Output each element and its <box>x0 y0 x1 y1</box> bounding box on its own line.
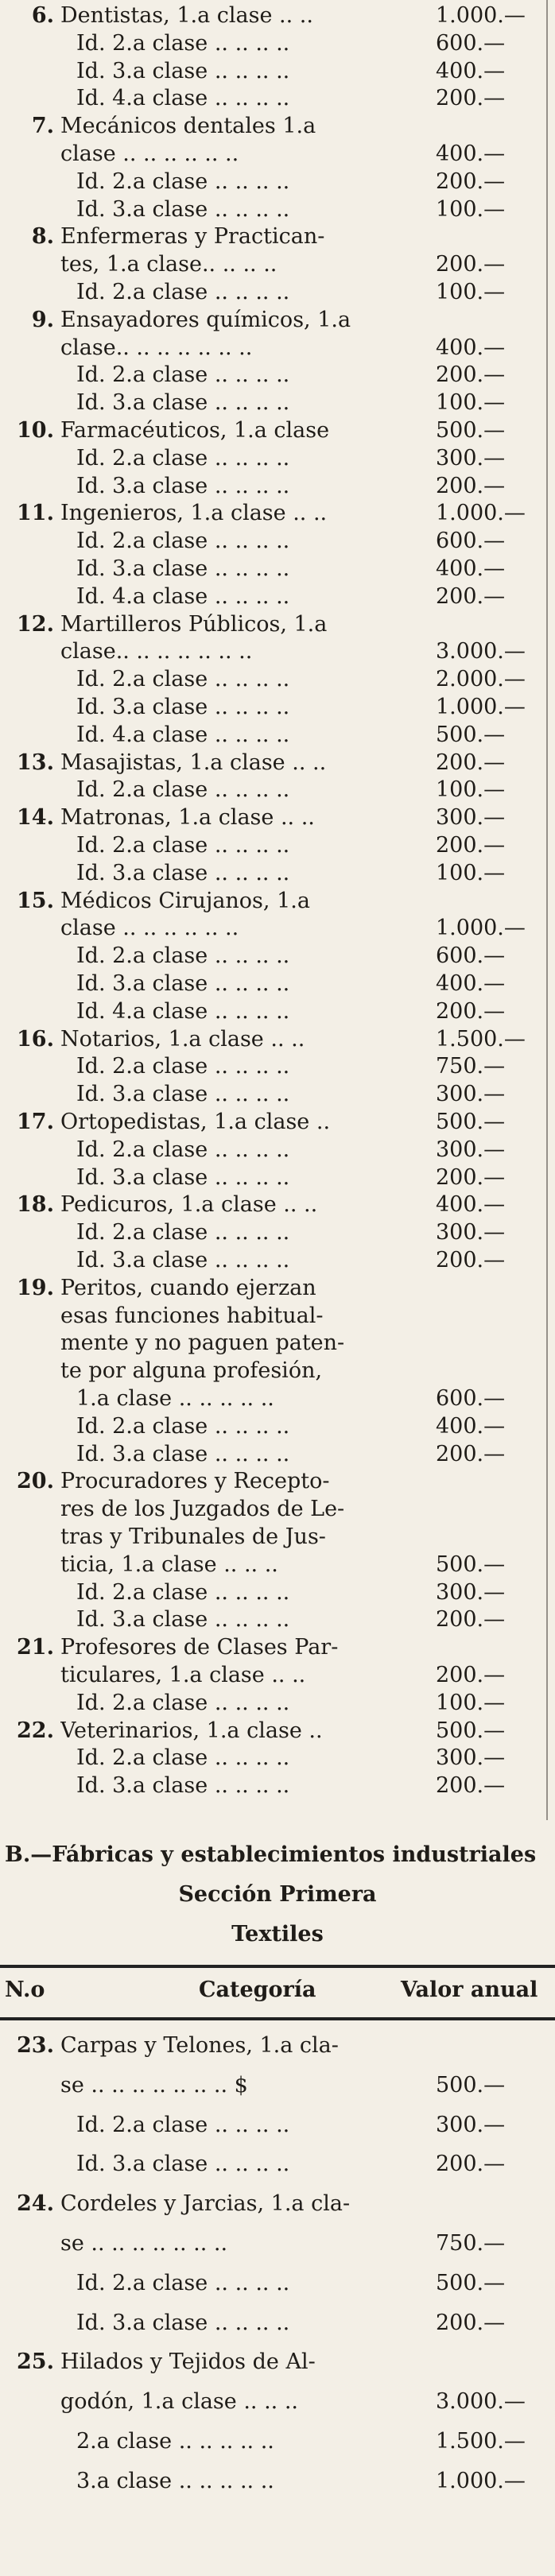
item-description: Id. 2.a clase .. .. .. .. <box>76 943 290 969</box>
item-description: Hilados y Tejidos de Al- <box>60 2349 316 2375</box>
item-description: Id. 3.a clase .. .. .. .. <box>76 473 290 498</box>
table-row <box>0 1246 555 1275</box>
item-value: 200.— <box>436 252 506 277</box>
item-number: 6. <box>31 3 54 28</box>
table-row <box>0 361 555 389</box>
item-value: 200.— <box>436 169 506 194</box>
table-row <box>0 2150 555 2179</box>
table-row <box>0 970 555 998</box>
table-row <box>0 610 555 639</box>
table-row <box>0 914 555 943</box>
table-row <box>0 444 555 473</box>
section-b-title: B.—Fábricas y establecimientos industriales <box>5 1842 537 1867</box>
item-description: Id. 3.a clase .. .. .. .. <box>76 971 290 996</box>
item-description: Peritos, cuando ejerzan <box>60 1275 316 1300</box>
table-row <box>0 1689 555 1718</box>
table-row <box>0 721 555 750</box>
item-description: Id. 3.a clase .. .. .. .. <box>76 1441 290 1466</box>
item-value: 200.— <box>436 1164 506 1190</box>
table-row <box>0 1108 555 1137</box>
table-row <box>0 2 555 30</box>
table-row <box>0 1440 555 1469</box>
item-description: Id. 2.a clase .. .. .. .. <box>76 1137 290 1162</box>
item-value: 300.— <box>436 1745 506 1771</box>
item-description: 2.a clase .. .. .. .. .. <box>76 2429 274 2454</box>
item-value: 200.— <box>436 362 506 388</box>
item-description: se .. .. .. .. .. .. .. $ <box>60 2072 248 2098</box>
item-description: Id. 3.a clase .. .. .. .. <box>76 556 290 581</box>
table-row <box>0 416 555 445</box>
item-value: 200.— <box>436 1441 506 1466</box>
item-value: 500.— <box>436 1551 506 1577</box>
item-description: godón, 1.a clase .. .. .. <box>60 2389 299 2415</box>
item-description: Notarios, 1.a clase .. .. <box>60 1026 305 1052</box>
item-description: Id. 3.a clase .. .. .. .. <box>76 1773 290 1799</box>
item-description: tras y Tribunales de Jus- <box>60 1524 326 1549</box>
table-header-bottom-rule <box>0 2017 555 2020</box>
item-description: ticia, 1.a clase .. .. .. <box>60 1551 278 1577</box>
item-value: 200.— <box>436 583 506 609</box>
item-number: 23. <box>17 2033 54 2058</box>
item-description: Id. 3.a clase .. .. .. .. <box>76 390 290 416</box>
item-value: 200.— <box>436 2310 506 2335</box>
table-row <box>0 84 555 113</box>
item-value: 3.000.— <box>436 639 526 664</box>
item-number: 13. <box>17 750 54 775</box>
table-row <box>0 555 555 583</box>
item-value: 3.000.— <box>436 2389 526 2415</box>
table-row <box>0 831 555 860</box>
item-description: Id. 2.a clase .. .. .. .. <box>76 169 290 194</box>
item-description: Mecánicos dentales 1.a <box>60 114 316 139</box>
item-description: se .. .. .. .. .. .. .. <box>60 2231 228 2256</box>
table-row <box>0 29 555 58</box>
table-row <box>0 1579 555 1607</box>
item-description: Carpas y Telones, 1.a cla- <box>60 2033 339 2058</box>
item-value: 1.000.— <box>436 2468 526 2493</box>
table-row <box>0 306 555 335</box>
item-value: 600.— <box>436 529 506 554</box>
item-number: 20. <box>17 1469 54 1494</box>
table-row <box>0 1274 555 1303</box>
item-value: 2.000.— <box>436 667 526 692</box>
header-category: Categoría <box>199 1978 316 2002</box>
table-row <box>0 278 555 307</box>
item-description: Id. 4.a clase .. .. .. .. <box>76 998 290 1024</box>
item-description: Id. 3.a clase .. .. .. .. <box>76 1082 290 1107</box>
item-number: 22. <box>17 1718 54 1743</box>
item-description: Id. 3.a clase .. .. .. .. <box>76 2310 290 2335</box>
table-row <box>0 804 555 832</box>
table-header-top-rule <box>0 1965 555 1968</box>
table-row <box>0 1357 555 1385</box>
item-value: 200.— <box>436 1773 506 1799</box>
item-description: tes, 1.a clase.. .. .. .. <box>60 252 278 277</box>
item-number: 17. <box>17 1110 54 1134</box>
item-number: 19. <box>17 1275 54 1300</box>
item-value: 1.500.— <box>436 2429 526 2454</box>
table-row <box>0 693 555 722</box>
item-description: Cordeles y Jarcias, 1.a cla- <box>60 2191 351 2217</box>
item-value: 100.— <box>436 777 506 803</box>
table-row <box>0 472 555 501</box>
table-row <box>0 2111 555 2140</box>
table-row <box>0 57 555 86</box>
item-description: Matronas, 1.a clase .. .. <box>60 805 315 831</box>
item-description: 1.a clase .. .. .. .. .. <box>76 1386 274 1411</box>
item-value: 300.— <box>436 1137 506 1162</box>
item-number: 21. <box>17 1635 54 1660</box>
item-description: Id. 2.a clase .. .. .. .. <box>76 1690 290 1715</box>
table-row <box>0 749 555 777</box>
table-row <box>0 997 555 1026</box>
item-description: Id. 4.a clase .. .. .. .. <box>76 86 290 111</box>
item-description: Id. 2.a clase .. .. .. .. <box>76 2270 290 2295</box>
item-description: mente y no paguen paten- <box>60 1331 345 1356</box>
item-number: 14. <box>17 805 54 831</box>
item-value: 300.— <box>436 1220 506 1245</box>
item-value: 500.— <box>436 418 506 443</box>
table-row <box>0 1606 555 1634</box>
table-row <box>0 1191 555 1219</box>
table-row <box>0 1302 555 1331</box>
item-value: 200.— <box>436 86 506 111</box>
item-number: 7. <box>31 114 54 139</box>
item-value: 100.— <box>436 196 506 222</box>
item-number: 10. <box>17 418 54 443</box>
table-row <box>0 1661 555 1690</box>
item-description: Enfermeras y Practican- <box>60 224 325 250</box>
item-value: 300.— <box>436 805 506 831</box>
item-description: te por alguna profesión, <box>60 1358 323 1384</box>
item-value: 400.— <box>436 58 506 83</box>
table-row <box>0 1744 555 1772</box>
item-number: 15. <box>17 888 54 913</box>
item-description: Id. 2.a clase .. .. .. .. <box>76 30 290 56</box>
item-description: Id. 3.a clase .. .. .. .. <box>76 1248 290 1273</box>
item-description: Id. 2.a clase .. .. .. .. <box>76 1220 290 1245</box>
table-row <box>0 1551 555 1579</box>
table-row <box>0 334 555 362</box>
item-number: 18. <box>17 1192 54 1218</box>
header-annual-value: Valor anual <box>401 1978 538 2002</box>
item-value: 400.— <box>436 141 506 166</box>
item-description: Veterinarios, 1.a clase .. <box>60 1718 323 1743</box>
item-description: Id. 4.a clase .. .. .. .. <box>76 583 290 609</box>
table-row <box>0 168 555 196</box>
item-description: Id. 3.a clase .. .. .. .. <box>76 1607 290 1633</box>
table-row <box>0 2071 555 2100</box>
table-row <box>0 196 555 224</box>
item-description: Id. 3.a clase .. .. .. .. <box>76 695 290 719</box>
item-description: Id. 2.a clase .. .. .. .. <box>76 2112 290 2137</box>
item-value: 200.— <box>436 1248 506 1273</box>
table-row <box>0 1052 555 1081</box>
table-row <box>0 637 555 666</box>
item-number: 11. <box>17 501 54 526</box>
item-description: Id. 2.a clase .. .. .. .. <box>76 667 290 692</box>
item-value: 1.500.— <box>436 1026 526 1052</box>
item-description: clase .. .. .. .. .. .. <box>60 141 239 166</box>
item-value: 300.— <box>436 445 506 471</box>
table-row <box>0 223 555 251</box>
item-description: Farmacéuticos, 1.a clase <box>60 418 330 443</box>
table-row <box>0 1136 555 1164</box>
table-row <box>0 776 555 804</box>
item-description: Ingenieros, 1.a clase .. .. <box>60 501 328 526</box>
item-value: 300.— <box>436 2112 506 2137</box>
item-number: 24. <box>17 2191 54 2217</box>
item-description: res de los Juzgados de Le- <box>60 1497 345 1522</box>
item-value: 500.— <box>436 722 506 747</box>
table-row <box>0 1218 555 1247</box>
item-value: 200.— <box>436 473 506 498</box>
item-description: Ortopedistas, 1.a clase .. <box>60 1110 331 1134</box>
item-description: Id. 2.a clase .. .. .. .. <box>76 529 290 554</box>
item-description: 3.a clase .. .. .. .. .. <box>76 2468 274 2493</box>
item-value: 500.— <box>436 1110 506 1134</box>
item-description: Médicos Cirujanos, 1.a <box>60 888 310 913</box>
table-row <box>0 887 555 916</box>
table-row <box>0 1025 555 1054</box>
item-value: 200.— <box>436 1607 506 1633</box>
table-row <box>0 1633 555 1662</box>
table-row <box>0 2269 555 2298</box>
table-row <box>0 2032 555 2060</box>
item-value: 200.— <box>436 750 506 775</box>
item-number: 25. <box>17 2349 54 2375</box>
item-value: 400.— <box>436 1192 506 1218</box>
table-row <box>0 2229 555 2258</box>
item-description: Profesores de Clases Par- <box>60 1635 339 1660</box>
item-value: 1.000.— <box>436 916 526 941</box>
item-description: Id. 2.a clase .. .. .. .. <box>76 1054 290 1079</box>
item-description: Masajistas, 1.a clase .. .. <box>60 750 327 775</box>
table-row <box>0 1495 555 1524</box>
table-row <box>0 1080 555 1109</box>
table-row <box>0 2309 555 2338</box>
table-row <box>0 2190 555 2218</box>
item-value: 600.— <box>436 1386 506 1411</box>
item-description: Id. 3.a clase .. .. .. .. <box>76 1164 290 1190</box>
item-description: Id. 2.a clase .. .. .. .. <box>76 362 290 388</box>
table-row <box>0 583 555 611</box>
item-value: 400.— <box>436 335 506 360</box>
item-description: Id. 2.a clase .. .. .. .. <box>76 1413 290 1439</box>
item-description: Procuradores y Recepto- <box>60 1469 330 1494</box>
item-description: Id. 2.a clase .. .. .. .. <box>76 1745 290 1771</box>
item-value: 750.— <box>436 1054 506 1079</box>
item-number: 12. <box>17 611 54 637</box>
table-row <box>0 2348 555 2377</box>
table-row <box>0 527 555 556</box>
item-description: clase.. .. .. .. .. .. .. <box>60 335 253 360</box>
item-value: 200.— <box>436 1663 506 1687</box>
table-row <box>0 665 555 694</box>
item-value: 500.— <box>436 1718 506 1743</box>
item-value: 750.— <box>436 2231 506 2256</box>
item-description: Id. 3.a clase .. .. .. .. <box>76 2152 290 2177</box>
item-value: 200.— <box>436 2152 506 2177</box>
item-description: Id. 2.a clase .. .. .. .. <box>76 280 290 304</box>
item-description: Id. 3.a clase .. .. .. .. <box>76 58 290 83</box>
item-value: 1.000.— <box>436 695 526 719</box>
item-description: Martilleros Públicos, 1.a <box>60 611 328 637</box>
table-row <box>0 1164 555 1192</box>
item-number: 8. <box>31 224 54 250</box>
table-row <box>0 1385 555 1413</box>
item-value: 100.— <box>436 280 506 304</box>
item-value: 400.— <box>436 971 506 996</box>
item-number: 16. <box>17 1026 54 1052</box>
item-value: 600.— <box>436 943 506 969</box>
table-row <box>0 2427 555 2456</box>
item-description: Id. 3.a clase .. .. .. .. <box>76 860 290 885</box>
item-value: 1.000.— <box>436 3 526 28</box>
table-row <box>0 942 555 970</box>
table-row <box>0 1772 555 1800</box>
table-row <box>0 1523 555 1551</box>
item-description: Id. 2.a clase .. .. .. .. <box>76 445 290 471</box>
table-row <box>0 1412 555 1441</box>
item-value: 500.— <box>436 2072 506 2098</box>
item-value: 300.— <box>436 1082 506 1107</box>
item-description: esas funciones habitual- <box>60 1303 324 1328</box>
item-description: Id. 3.a clase .. .. .. .. <box>76 196 290 222</box>
item-value: 1.000.— <box>436 501 526 526</box>
table-row <box>0 1329 555 1358</box>
header-number: N.o <box>5 1978 45 2002</box>
item-value: 600.— <box>436 30 506 56</box>
section-subtitle: Sección Primera <box>178 1882 377 1907</box>
table-row <box>0 112 555 141</box>
section-sub-subtitle: Textiles <box>231 1922 324 1947</box>
table-row <box>0 140 555 169</box>
table-row <box>0 2388 555 2416</box>
item-value: 200.— <box>436 833 506 858</box>
table-row <box>0 1467 555 1496</box>
item-description: clase .. .. .. .. .. .. <box>60 916 239 941</box>
item-value: 100.— <box>436 390 506 416</box>
table-row <box>0 1717 555 1745</box>
item-value: 400.— <box>436 1413 506 1439</box>
item-description: ticulares, 1.a clase .. .. <box>60 1663 306 1687</box>
item-description: Id. 2.a clase .. .. .. .. <box>76 833 290 858</box>
item-description: Pedicuros, 1.a clase .. .. <box>60 1192 318 1218</box>
item-number: 9. <box>31 307 54 332</box>
item-description: Dentistas, 1.a clase .. .. <box>60 3 313 28</box>
item-value: 200.— <box>436 998 506 1024</box>
item-description: clase.. .. .. .. .. .. .. <box>60 639 253 664</box>
item-description: Id. 2.a clase .. .. .. .. <box>76 1579 290 1605</box>
item-value: 300.— <box>436 1579 506 1605</box>
table-row <box>0 389 555 417</box>
table-row <box>0 250 555 279</box>
table-row <box>0 859 555 888</box>
item-description: Id. 4.a clase .. .. .. .. <box>76 722 290 747</box>
table-row <box>0 2467 555 2496</box>
item-description: Id. 2.a clase .. .. .. .. <box>76 777 290 803</box>
item-value: 500.— <box>436 2270 506 2295</box>
item-value: 100.— <box>436 860 506 885</box>
table-row <box>0 499 555 528</box>
item-value: 100.— <box>436 1690 506 1715</box>
item-description: Ensayadores químicos, 1.a <box>60 307 351 332</box>
item-value: 400.— <box>436 556 506 581</box>
